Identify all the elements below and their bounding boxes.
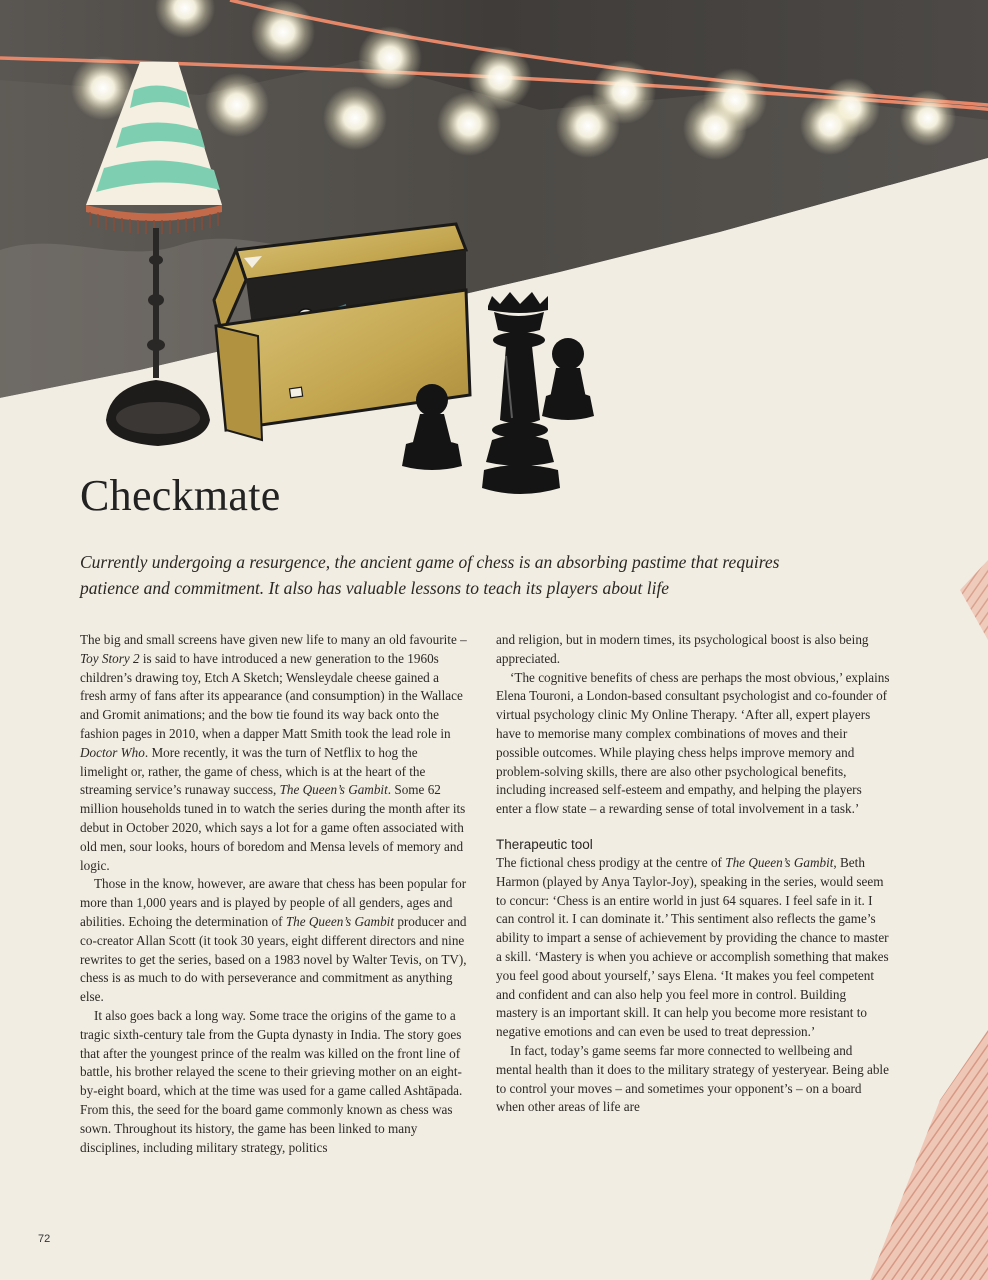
article-title: Checkmate xyxy=(80,471,281,520)
body-paragraph-1 xyxy=(80,631,468,875)
left-column xyxy=(80,631,468,1157)
text-run: producer and co-creator Allan Scott (it took 30 years, eight different directors and nine rewrites to get the series, based on a 1983 novel by Walter Tevis, on TV), chess is as much to do with perseverance and commitment as anything else. xyxy=(80,913,467,1005)
subheading: Therapeutic tool xyxy=(496,836,593,852)
body-paragraph-7: In fact, today’s game seems far more connected to wellbeing and mental health than it does to the military strategy of yesteryear. Being able to control your moves – and sometimes your opponent’s – on a board when other areas of life are xyxy=(496,1042,889,1115)
right-column xyxy=(496,631,890,1117)
text-run: . More recently, it was the turn of Netflix to hog the limelight or, rather, the game of chess, which is at the heart of the streaming service’s runaway success, xyxy=(80,744,426,798)
body-paragraph-6 xyxy=(496,854,890,1042)
italic-title: Doctor Who xyxy=(80,744,145,760)
text-run: Those in the know, however, are aware that chess has been popular for more than 1,000 years and is played by people of all genders, ages and abilities. Echoing the determination of xyxy=(80,876,467,929)
text-run: is said to have introduced a new generation to the 1960s children’s drawing toy, Etch A Sketch; Wensleydale cheese gained a fresh army of fans after its appearance (and consumption) in the Wallace and Gromit animations; and the bow tie found its way back onto the fashion pages in 2010, when a dapper Matt Smith took the lead role in xyxy=(80,650,463,741)
article-standfirst: Currently undergoing a resurgence, the ancient game of chess is an absorbing pastime that requires patience and commitment. It also has valuable lessons to teach its players about life xyxy=(80,552,780,598)
text-run: The fictional chess prodigy at the centre of xyxy=(496,854,726,870)
text-run: The big and small screens have given new life to many an old favourite – xyxy=(80,632,467,647)
italic-title: The Queen’s Gambit xyxy=(725,854,834,870)
italic-title: The Queen’s Gambit xyxy=(285,913,395,929)
text-run: . Some 62 million households tuned in to watch the series during the month after its debut in October 2020, which says a lot for a game often associated with old men, sour looks, hours of boredom and Mensa levels of memory and logic. xyxy=(80,782,466,873)
body-paragraph-3: It also goes back a long way. Some trace the origins of the game to a tragic sixth-century tale from the Gupta dynasty in India. The story goes that after the youngest prince of the realm was killed on the front line of battle, his brother relayed the scene to their grieving mother on an eight-by-eight board, which at the time was used for a game called Ashtāpada. From this, the seed for the board game commonly known as chess was sown. Throughout its history, the game has been linked to many disciplines, including military strategy, politics xyxy=(80,1007,463,1155)
body-paragraph-5: ‘The cognitive benefits of chess are perhaps the most obvious,’ explains Elena Touroni, a London-based consultant psychologist and co-founder of virtual psychology clinic My Online Therapy. ‘After all, expert players have to memorise many complex combinations of moves and their possible outcomes. While playing chess helps improve memory and problem-solving skills, there are also other psychological benefits, including increased self-esteem and empathy, and helping the players enter a flow state – a rewarding sense of total involvement in a task.’ xyxy=(496,669,890,817)
body-paragraph-2 xyxy=(80,875,468,1007)
italic-title: The Queen’s Gambit xyxy=(279,782,388,798)
italic-title: Toy Story 2 xyxy=(80,650,140,666)
text-run: , Beth Harmon (played by Anya Taylor-Joy), speaking in the series, would seem to concur: ‘Chess is an entire world in just 64 squares. I feel safe in it. I can control it. I can dominate it.’ This sentiment also reflects the game’s ability to impart a sense of achievement by providing the chance to master a skill. ‘Mastery is when you achieve or accomplish something that makes you feel good about yourself,’ says Elena. ‘It makes you feel competent and confident and can also help you feel more in control. Building mastery is an important skill. It can help you become more resistant to negative emotions and can even be used to treat depression.’ xyxy=(496,854,889,1040)
page-number: 72 xyxy=(38,1233,51,1245)
body-paragraph-4: and religion, but in modern times, its psychological boost is also being appreciated. xyxy=(496,632,869,666)
